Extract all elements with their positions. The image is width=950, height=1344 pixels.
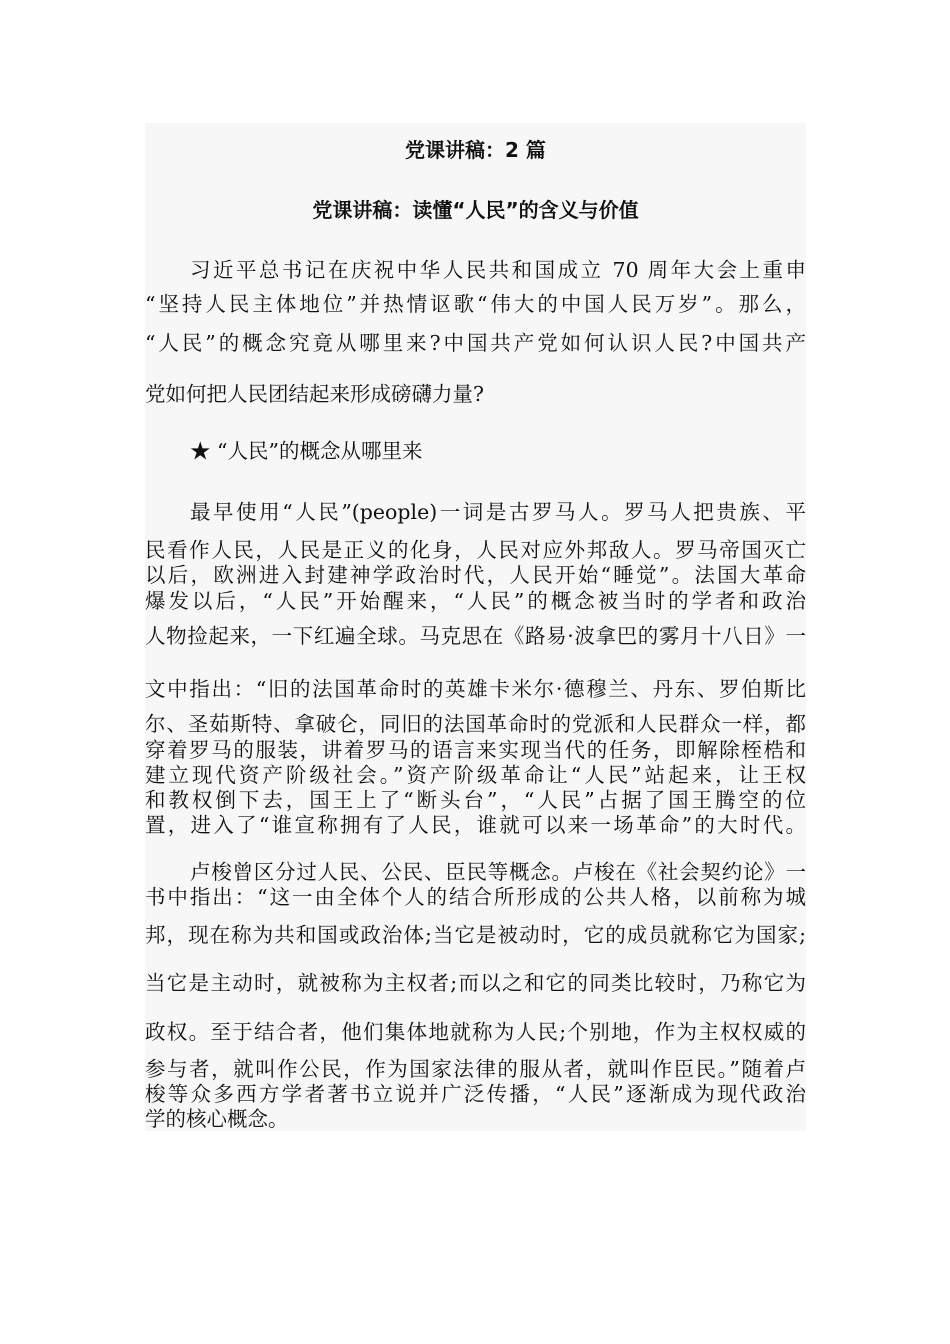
- document-title: 党课讲稿：2 篇: [405, 138, 546, 162]
- paragraph-line: 最早使用“人民”(people)一词是古罗马人。罗马人把贵族、平: [190, 500, 806, 524]
- paragraph-line: “坚持人民主体地位”并热情讴歌“伟大的中国人民万岁”。那么，: [145, 292, 806, 316]
- paragraph-line: 爆发以后，“人民”开始醒来，“人民”的概念被当时的学者和政治: [145, 589, 806, 613]
- paragraph-line: 书中指出：“这一由全体个人的结合所形成的公共人格，以前称为城: [145, 885, 806, 909]
- paragraph-line: 学的核心概念。: [145, 1107, 289, 1131]
- paragraph-line: 政权。至于结合者，他们集体地就称为人民;个别地，作为主权权威的: [145, 1020, 806, 1044]
- paragraph-line: 人物捡起来，一下红遍全球。马克思在《路易·波拿巴的雾月十八日》一: [145, 624, 806, 648]
- paragraph-line: “人民”的概念究竟从哪里来?中国共产党如何认识人民?中国共产: [145, 331, 806, 355]
- paragraph-line: 和教权倒下去，国王上了“断头台”，“人民”占据了国王腾空的位: [145, 788, 806, 812]
- paragraph-line: 邦，现在称为共和国或政治体;当它是被动时，它的成员就称它为国家;: [145, 923, 806, 947]
- document-subtitle: 党课讲稿：读懂“人民”的含义与价值: [312, 198, 639, 222]
- section-heading: ★ “人民”的概念从哪里来: [190, 439, 423, 463]
- paragraph-line: 穿着罗马的服装，讲着罗马的语言来实现当代的任务，即解除桎梏和: [145, 738, 806, 762]
- paragraph-line: 以后，欧洲进入封建神学政治时代，人民开始“睡觉”。法国大革命: [145, 563, 806, 587]
- paragraph-line: 参与者，就叫作公民，作为国家法律的服从者，就叫作臣民。”随着卢: [145, 1057, 806, 1081]
- paragraph-line: 置，进入了“谁宣称拥有了人民，谁就可以来一场革命”的大时代。: [145, 813, 806, 837]
- paragraph-line: 民看作人民，人民是正义的化身，人民对应外邦敌人。罗马帝国灭亡: [145, 538, 806, 562]
- paragraph-line: 建立现代资产阶级社会。”资产阶级革命让“人民”站起来，让王权: [145, 763, 806, 787]
- paragraph-line: 当它是主动时，就被称为主权者;而以之和它的同类比较时，乃称它为: [145, 971, 806, 995]
- paragraph-line: 党如何把人民团结起来形成磅礴力量?: [145, 382, 484, 406]
- paragraph-line: 习近平总书记在庆祝中华人民共和国成立 70 周年大会上重申: [190, 258, 806, 282]
- paragraph-line: 尔、圣茹斯特、拿破仑，同旧的法国革命时的党派和人民群众一样，都: [145, 712, 806, 736]
- paragraph-line: 卢梭曾区分过人民、公民、臣民等概念。卢梭在《社会契约论》一: [190, 860, 806, 884]
- paragraph-line: 文中指出：“旧的法国革命时的英雄卡米尔·德穆兰、丹东、罗伯斯比: [145, 677, 806, 701]
- paragraph-line: 梭等众多西方学者著书立说并广泛传播，“人民”逐渐成为现代政治: [145, 1082, 806, 1106]
